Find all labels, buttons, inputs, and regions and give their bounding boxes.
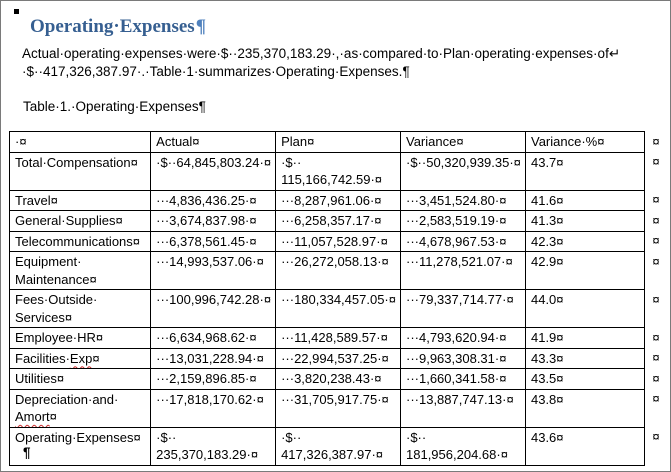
end-of-row-mark: ¤	[652, 329, 660, 345]
cell-variance-pct[interactable]: 42.9¤	[525, 252, 644, 290]
paragraph-line1: Actual·operating·expenses·were·$··235,370,183.29·,·as·compared·to·Plan·operating·expenses·of	[22, 46, 609, 61]
cell-variance-pct[interactable]: 41.6¤	[525, 190, 644, 211]
cell-actual[interactable]: ···4,836,436.25·¤	[151, 190, 276, 211]
cell-variance[interactable]: ···4,678,967.53·¤	[401, 231, 526, 252]
cell-variance-pct[interactable]: 43.7¤	[525, 152, 644, 190]
operating-expenses-table	[9, 131, 670, 466]
cell-variance-pct[interactable]: 43.5¤	[525, 369, 644, 390]
cell-actual[interactable]: ·$·· 235,370,183.29·¤	[151, 427, 276, 465]
cell-variance[interactable]: ···2,583,519.19·¤	[401, 211, 526, 232]
cell-variance[interactable]: ···3,451,524.80·¤	[401, 190, 526, 211]
cell-variance[interactable]: ···4,793,620.94·¤	[401, 328, 526, 349]
table-row	[10, 348, 670, 369]
pilcrow-mark: ¶	[195, 16, 206, 37]
cell-label[interactable]: Operating·Expenses¤	[10, 427, 151, 465]
table-row	[10, 427, 670, 465]
pilcrow-mark: ¶	[402, 63, 410, 79]
cell-variance-pct[interactable]: 43.6¤	[525, 427, 644, 465]
cell-plan[interactable]: ···11,428,589.57·¤	[276, 328, 401, 349]
cell-label[interactable]: Telecommunications¤	[10, 231, 151, 252]
cell-plan[interactable]: ···6,258,357.17·¤	[276, 211, 401, 232]
cell-plan[interactable]: ·$·· 115,166,742.59·¤	[276, 152, 401, 190]
cell-actual[interactable]: ···2,159,896.85·¤	[151, 369, 276, 390]
misspelled-word: Exp	[69, 350, 93, 366]
table-row	[10, 369, 670, 390]
cell-actual[interactable]: ···100,996,742.28·¤	[151, 290, 276, 328]
pilcrow-mark: ¶	[198, 99, 206, 114]
cell-label[interactable]: Travel¤	[10, 190, 151, 211]
cell-label[interactable]: Fees·Outside· Services¤	[10, 290, 151, 328]
end-of-row-mark: ¤	[652, 370, 660, 386]
header-cell-actual[interactable]: Actual¤	[151, 132, 276, 153]
cell-plan[interactable]: ···11,057,528.97·¤	[276, 231, 401, 252]
end-of-row-mark: ¤	[652, 391, 660, 406]
cell-actual[interactable]: ···14,993,537.06·¤	[151, 252, 276, 290]
cell-variance-pct[interactable]: 43.3¤	[525, 348, 644, 369]
header-cell-blank[interactable]: ·¤	[10, 132, 151, 153]
cell-plan[interactable]: ···8,287,961.06·¤	[276, 190, 401, 211]
cell-variance-pct[interactable]: 43.8¤	[525, 389, 644, 427]
cell-label[interactable]: General·Supplies¤	[10, 211, 151, 232]
header-cell-variance[interactable]: Variance¤	[401, 132, 526, 153]
cell-label[interactable]: Facilities·Exp¤	[10, 348, 151, 369]
paragraph-property-square-mark	[14, 9, 19, 14]
cell-variance[interactable]: ···1,660,341.58·¤	[401, 369, 526, 390]
end-of-row-mark: ¤	[652, 291, 660, 307]
table-caption[interactable]	[23, 98, 206, 115]
cell-actual[interactable]: ···3,674,837.98·¤	[151, 211, 276, 232]
end-of-row-mark: ¤	[652, 212, 660, 228]
cell-variance[interactable]: ···13,887,747.13·¤	[401, 389, 526, 427]
line-break-mark: ↵	[608, 46, 621, 61]
end-of-row-mark: ¤	[652, 429, 660, 444]
cell-label[interactable]: Employee·HR¤	[10, 328, 151, 349]
table-row	[10, 389, 670, 427]
document-heading[interactable]	[30, 15, 206, 39]
cell-actual[interactable]: ···6,378,561.45·¤	[151, 231, 276, 252]
caption-text: Table·1.·Operating·Expenses	[23, 99, 199, 114]
header-cell-variance-pct[interactable]: Variance·%¤	[525, 132, 644, 153]
table-row	[10, 290, 670, 328]
cell-variance-pct[interactable]: 42.3¤	[525, 231, 644, 252]
table-row	[10, 190, 670, 211]
cell-plan[interactable]: ···31,705,917.75·¤	[276, 389, 401, 427]
cell-actual[interactable]: ···6,634,968.62·¤	[151, 328, 276, 349]
cell-plan[interactable]: ···22,994,537.25·¤	[276, 348, 401, 369]
intro-paragraph[interactable]	[22, 45, 652, 80]
cell-plan[interactable]: ···26,272,058.13·¤	[276, 252, 401, 290]
end-of-row-mark: ¤	[652, 192, 660, 207]
cell-label[interactable]: Total·Compensation¤	[10, 152, 151, 190]
cell-actual[interactable]: ···13,031,228.94·¤	[151, 348, 276, 369]
end-of-row-mark: ¤	[652, 253, 660, 269]
table-header-row	[10, 132, 670, 153]
table-row	[10, 328, 670, 349]
table-row	[10, 152, 670, 190]
cell-variance[interactable]: ·$·· 181,956,204.68·¤	[401, 427, 526, 465]
cell-variance-pct[interactable]: 41.3¤	[525, 211, 644, 232]
cell-plan[interactable]: ·$·· 417,326,387.97·¤	[276, 427, 401, 465]
cell-variance[interactable]: ···79,337,714.77·¤	[401, 290, 526, 328]
table-row	[10, 252, 670, 290]
header-cell-plan[interactable]: Plan¤	[276, 132, 401, 153]
cell-plan[interactable]: ···180,334,457.05·¤	[276, 290, 401, 328]
paragraph-line2: ·$··417,326,387.97·.·Table·1·summarizes·Operating·Expenses.	[22, 63, 403, 79]
cell-label[interactable]: Utilities¤	[10, 369, 151, 390]
end-of-row-mark: ¤	[652, 350, 660, 365]
misspelled-word: Amort	[15, 409, 50, 424]
heading-text: Operating·Expenses	[30, 16, 195, 37]
cell-label[interactable]: Depreciation·and· Amort¤	[10, 389, 151, 427]
end-of-row-mark: ¤	[652, 133, 660, 149]
pilcrow-mark[interactable]: ¶	[23, 445, 31, 460]
cell-label[interactable]: Equipment· Maintenance¤	[10, 252, 151, 290]
cell-variance[interactable]: ···11,278,521.07·¤	[401, 252, 526, 290]
end-of-row-mark: ¤	[652, 233, 660, 248]
cell-plan[interactable]: ···3,820,238.43·¤	[276, 369, 401, 390]
table-row	[10, 211, 670, 232]
cell-variance[interactable]: ·$··50,320,939.35·¤	[401, 152, 526, 190]
cell-variance[interactable]: ···9,963,308.31·¤	[401, 348, 526, 369]
end-of-row-mark: ¤	[652, 154, 660, 169]
cell-actual[interactable]: ···17,818,170.62·¤	[151, 389, 276, 427]
cell-variance-pct[interactable]: 41.9¤	[525, 328, 644, 349]
cell-variance-pct[interactable]: 44.0¤	[525, 290, 644, 328]
table-row	[10, 231, 670, 252]
cell-actual[interactable]: ·$··64,845,803.24·¤	[151, 152, 276, 190]
